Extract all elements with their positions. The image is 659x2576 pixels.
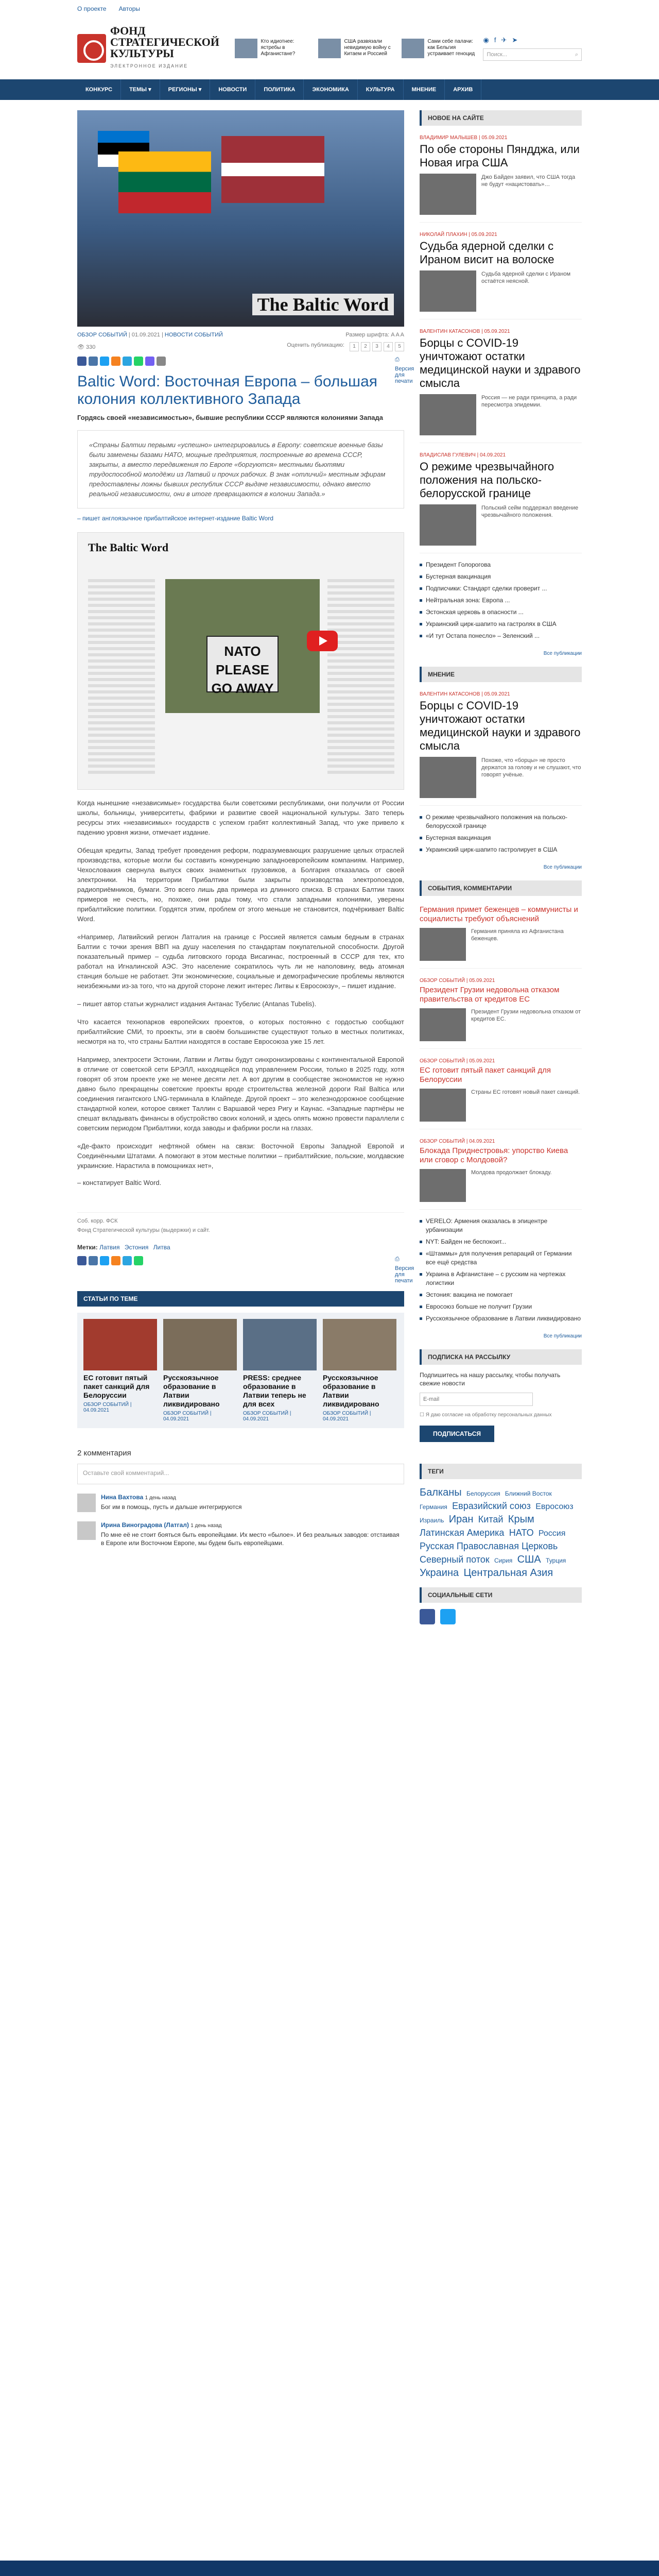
logo-line1: ФОНД <box>110 24 146 37</box>
story-thumbnail <box>420 1169 466 1202</box>
tag-link[interactable]: Русская Православная Церковь <box>420 1541 558 1551</box>
article-tags <box>77 1244 404 1251</box>
nav-item-opinion[interactable]: МНЕНИЕ <box>404 79 445 100</box>
tag-link[interactable]: Белоруссия <box>466 1490 500 1497</box>
teaser-thumbnail <box>235 39 257 58</box>
search-input[interactable] <box>483 48 582 61</box>
sidebar-story[interactable] <box>420 319 582 443</box>
article-date: 01.09.2021 <box>131 332 160 338</box>
related-title: PRESS: среднее образование в Латвии теперь не для всех <box>243 1374 306 1408</box>
comment-item <box>77 1521 404 1547</box>
comment-time: 1 день назад <box>190 1523 222 1529</box>
nav-item-culture[interactable]: КУЛЬТУРА <box>358 79 404 100</box>
list-item[interactable]: «И тут Остапа понесло» – Зеленский ... <box>420 632 582 640</box>
related-item[interactable] <box>323 1319 396 1422</box>
event-story[interactable] <box>420 1129 582 1210</box>
tag-link[interactable]: Сирия <box>494 1557 513 1564</box>
story-author: ОБЗОР СОБЫТИЙ | 04.09.2021 <box>420 1139 495 1144</box>
topbar <box>0 0 659 18</box>
social-icons <box>483 36 582 44</box>
subscribe-heading: ПОДПИСКА НА РАССЫЛКУ <box>420 1349 582 1365</box>
topbar-about-link[interactable]: О проекте <box>77 5 107 12</box>
tag-link[interactable]: Центральная Азия <box>463 1567 553 1579</box>
email-share-icon[interactable] <box>157 357 166 366</box>
vk-icon[interactable]: ◉ <box>483 36 489 44</box>
tag-link[interactable]: Украина <box>420 1567 459 1579</box>
author-source: Соб. корр. ФСК <box>77 1218 118 1224</box>
comment-author[interactable]: Нина Вахтова <box>101 1494 144 1501</box>
teaser-title: Сами себе палачи: как Бельгия устраивает геноцид <box>427 39 475 57</box>
list-item[interactable]: Украинский цирк-шапито на гастролях в США <box>420 620 582 629</box>
story-thumbnail <box>420 757 476 798</box>
site-logo[interactable] <box>77 25 235 72</box>
story-author: НИКОЛАЙ ПЛАХИН | 05.09.2021 <box>420 232 497 238</box>
story-title[interactable]: Борцы с COVID-19 уничтожают остатки медицинской науки и здравого смысла <box>420 336 581 389</box>
story-title[interactable]: Президент Грузии недовольна отказом правительства от кредитов ЕС <box>420 986 560 1004</box>
tag-link[interactable]: США <box>517 1554 541 1565</box>
print-label: Версия для печати <box>395 1265 414 1284</box>
teaser-title: Кто идиотнее: ястребы в Афганистане? <box>261 39 296 57</box>
nav-item-regions[interactable]: РЕГИОНЫ ▾ <box>160 79 211 100</box>
sidebar-story[interactable] <box>420 126 582 223</box>
opinion-story[interactable] <box>420 682 582 806</box>
related-item[interactable] <box>163 1319 237 1422</box>
related-item[interactable] <box>243 1319 317 1422</box>
teaser-thumbnail <box>402 39 424 58</box>
tag-link[interactable]: Иран <box>448 1514 474 1525</box>
social-links <box>420 1609 582 1624</box>
related-articles <box>77 1291 404 1428</box>
font-size-label: Размер шрифта: <box>345 332 390 338</box>
list-item[interactable]: Эстония: вакцина не помогает <box>420 1291 582 1299</box>
rating-button[interactable]: 4 <box>384 342 393 351</box>
source-note: Фонд Стратегической культуры (выдержки) и сайт. <box>77 1227 210 1233</box>
comment-item <box>77 1494 404 1512</box>
latvia-flag-image <box>221 136 324 203</box>
story-text: Джо Байден заявил, что США тогда не будут «нацистовать»… <box>481 174 576 188</box>
footer-nav <box>77 2561 582 2576</box>
tag-link[interactable]: Германия <box>420 1503 447 1511</box>
list-item[interactable]: Нейтральная зона: Европа ... <box>420 596 582 605</box>
twitter-icon[interactable]: ✈ <box>501 36 507 44</box>
comment-input[interactable]: Оставьте свой комментарий... <box>77 1464 404 1484</box>
list-item[interactable]: VERELO: Армения оказалась в эпицентре урбанизации <box>420 1217 582 1234</box>
logo-text <box>110 25 219 72</box>
events-list <box>420 1210 582 1333</box>
tags-heading: ТЕГИ <box>420 1464 582 1479</box>
header-search-area <box>483 36 582 61</box>
tag-link[interactable]: Израиль <box>420 1517 444 1524</box>
screenshot-brand: The Baltic Word <box>88 541 169 554</box>
teaser-item[interactable] <box>318 39 394 58</box>
story-text: Россия — не ради принципа, а ради пересмотра эпидемии. <box>481 395 577 408</box>
related-meta: ОБЗОР СОБЫТИЙ | 04.09.2021 <box>83 1402 132 1413</box>
story-thumbnail <box>420 928 466 961</box>
news-link[interactable]: НОВОСТИ СОБЫТИЙ <box>164 332 223 338</box>
list-item[interactable]: Евросоюз больше не получит Грузии <box>420 1302 582 1311</box>
list-item[interactable]: «Штаммы» для получения репараций от Германии все ещё средства <box>420 1249 582 1267</box>
story-text: Молдова продолжает блокаду. <box>471 1170 552 1176</box>
list-item[interactable]: Президент Голорогова <box>420 561 582 569</box>
related-grid <box>77 1313 404 1428</box>
nav-item-news[interactable]: НОВОСТИ <box>210 79 255 100</box>
twitter-icon[interactable] <box>440 1609 456 1624</box>
list-item[interactable]: NYT: Байден не беспокоит... <box>420 1238 582 1246</box>
tag-cloud <box>420 1479 582 1587</box>
play-icon[interactable] <box>307 631 338 651</box>
related-title: ЕС готовит пятый пакет санкций для Белоруссии <box>83 1374 150 1399</box>
list-item[interactable]: Русскоязычное образование в Латвии ликвидировано <box>420 1314 582 1323</box>
consent-checkbox[interactable] <box>420 1411 582 1419</box>
list-item[interactable]: Эстонская церковь в опасности ... <box>420 608 582 617</box>
comment-text: Бог им в помощь, пусть и дальше интегрируются <box>101 1503 242 1511</box>
topbar-authors-link[interactable]: Авторы <box>118 5 141 12</box>
vk-share-icon[interactable] <box>89 1256 98 1265</box>
sidebar-list <box>420 553 582 651</box>
story-author: ОБЗОР СОБЫТИЙ | 05.09.2021 <box>420 1058 495 1064</box>
opinion-list <box>420 806 582 865</box>
search-icon[interactable]: ⌕ <box>575 51 578 58</box>
site-footer <box>0 2561 659 2576</box>
tag-link[interactable]: Китай <box>478 1514 504 1524</box>
story-thumbnail <box>420 394 476 435</box>
story-text: Страны ЕС готовят новый пакет санкций. <box>471 1089 580 1095</box>
article-hero-image <box>77 110 404 327</box>
twitter-share-icon[interactable] <box>100 1256 109 1265</box>
tag-link[interactable]: Латвия <box>99 1244 120 1251</box>
rating-label: Оценить публикацию: <box>287 342 344 348</box>
event-story[interactable] <box>420 969 582 1049</box>
all-publications-link[interactable]: Все публикации <box>543 865 582 870</box>
ok-share-icon[interactable] <box>111 357 120 366</box>
avatar <box>77 1521 96 1540</box>
telegram-share-icon[interactable] <box>123 357 132 366</box>
site-header <box>0 18 659 79</box>
rating <box>287 342 404 351</box>
tag-link[interactable]: НАТО <box>509 1528 534 1538</box>
all-publications-link[interactable]: Все публикации <box>543 1333 582 1339</box>
print-icon: ⎙ <box>395 1256 400 1262</box>
related-thumbnail <box>83 1319 157 1370</box>
subscribe-text: Подпишитесь на нашу рассылку, чтобы получать свежие новости <box>420 1371 561 1387</box>
facebook-share-icon[interactable] <box>77 1256 86 1265</box>
logo-mark-icon <box>77 34 106 63</box>
logo-line3: КУЛЬТУРЫ <box>110 47 174 60</box>
category-link[interactable]: ОБЗОР СОБЫТИЙ <box>77 332 127 338</box>
related-meta: ОБЗОР СОБЫТИЙ | 04.09.2021 <box>323 1411 371 1422</box>
protest-sign: NATO PLEASE GO AWAY <box>206 636 279 692</box>
article-quote: «Страны Балтии первыми «успешно» интегрировались в Европу: советские военные базы были заменены базами НАТО, мощные предприятия, построенные во времена СССР, закрыты, а вместо передвижения по Европе «боргуются» местными бьютями трудоспособной молодёжи из Латвий и прочих рабочих. В знак «отличий» местным эфирам предоставлены ложны бывших республик СССР выдаче независимости, однако вместо реальной независимости, они в итоге превращаются в колонии Запада.» <box>77 430 404 509</box>
story-text: Похоже, что «борцы» не просто держатся за голову и не слушают, что говорят учёные. <box>481 757 581 778</box>
story-author: ОБЗОР СОБЫТИЙ | 05.09.2021 <box>420 978 495 984</box>
header-teasers <box>235 39 478 58</box>
comments-section <box>77 1449 404 1547</box>
share-bar-bottom <box>77 1256 414 1284</box>
rating-button[interactable]: 5 <box>395 342 404 351</box>
related-meta: ОБЗОР СОБЫТИЙ | 04.09.2021 <box>243 1411 291 1422</box>
list-item[interactable]: Бустерная вакцинация <box>420 572 582 581</box>
print-version-link[interactable] <box>395 357 414 384</box>
facebook-share-icon[interactable] <box>77 357 86 366</box>
tag-link[interactable]: Латинская Америка <box>420 1528 505 1538</box>
story-title[interactable]: Борцы с COVID-19 уничтожают остатки медицинской науки и здравого смысла <box>420 699 581 752</box>
font-size-buttons[interactable]: A A A <box>391 332 404 338</box>
story-thumbnail <box>420 1089 466 1122</box>
sidebar-story[interactable] <box>420 223 582 319</box>
screenshot-column <box>327 579 394 775</box>
subscribe-form <box>420 1365 582 1448</box>
comment-text: По мне её не стоит бояться быть европейцами. Их место «былое». И без реальных заводов: отстаивая в Европе или Восточном Европе, мы будем быть европейцами. <box>101 1531 400 1547</box>
story-title[interactable]: О режиме чрезвычайного положения на польско-белорусской границе <box>420 460 554 500</box>
story-author: ВЛАДИСЛАВ ГУЛЕВИЧ | 04.09.2021 <box>420 452 506 458</box>
related-item[interactable] <box>83 1319 157 1422</box>
list-item[interactable]: Бустерная вакцинация <box>420 834 582 842</box>
eye-icon: 👁 <box>77 344 84 350</box>
article-title: Baltic Word: Восточная Европа – большая колония коллективного Запада <box>77 373 378 408</box>
print-label: Версия для печати <box>395 366 414 384</box>
sidebar-story[interactable] <box>420 443 582 553</box>
events-heading: СОБЫТИЯ, КОММЕНТАРИИ <box>420 880 582 896</box>
list-item[interactable]: Украинский цирк-шапито гастролирует в США <box>420 845 582 854</box>
story-thumbnail <box>420 174 476 215</box>
teaser-title: США развязали невидимую войну с Китаем и Россией <box>344 39 391 57</box>
story-thumbnail <box>420 270 476 312</box>
rating-button[interactable]: 2 <box>361 342 370 351</box>
article-screenshot-image <box>77 532 404 790</box>
nav-item-politics[interactable]: ПОЛИТИКА <box>255 79 304 100</box>
tags-label: Метки: <box>77 1244 98 1251</box>
story-title[interactable]: ЕС готовит пятый пакет санкций для Белоруссии <box>420 1066 551 1084</box>
facebook-icon[interactable] <box>420 1609 435 1624</box>
search-placeholder: Поиск... <box>487 52 508 58</box>
related-thumbnail <box>323 1319 396 1370</box>
telegram-icon[interactable]: ➤ <box>512 36 518 44</box>
story-author: ВЛАДИМИР МАЛЫШЕВ | 05.09.2021 <box>420 135 508 141</box>
story-text: Польский сейм поддержал введение чрезвычайного положения. <box>481 505 579 518</box>
tag-link[interactable]: Евросоюз <box>535 1502 574 1511</box>
vk-share-icon[interactable] <box>89 357 98 366</box>
consent-label: Я даю согласие на обработку персональных данных <box>425 1412 552 1418</box>
comment-author[interactable]: Ирина Виноградова (Латгал) <box>101 1521 189 1529</box>
nav-item-contest[interactable]: КОНКУРС <box>77 79 121 100</box>
rating-button[interactable]: 1 <box>350 342 359 351</box>
hero-brand-text: The Baltic Word <box>252 294 394 315</box>
article-paragraph: – пишет автор статьи журналист издания Антанас Тубелис (Antanas Tubelis). <box>77 1000 317 1008</box>
tag-link[interactable]: Турция <box>546 1557 566 1564</box>
story-author: ВАЛЕНТИН КАТАСОНОВ | 05.09.2021 <box>420 329 510 334</box>
social-heading: СОЦИАЛЬНЫЕ СЕТИ <box>420 1587 582 1603</box>
story-text: Германия приняла из Афганистана беженцев. <box>471 928 564 942</box>
story-thumbnail <box>420 1008 466 1041</box>
rating-button[interactable]: 3 <box>372 342 381 351</box>
story-thumbnail <box>420 504 476 546</box>
tag-link[interactable]: Россия <box>538 1529 566 1538</box>
story-title[interactable]: По обе стороны Пяндджа, или Новая игра США <box>420 143 580 169</box>
related-heading: СТАТЬИ ПО ТЕМЕ <box>77 1291 404 1307</box>
teaser-item[interactable] <box>402 39 478 58</box>
sidebar <box>420 110 582 1624</box>
article-content <box>77 110 414 1624</box>
teaser-item[interactable] <box>235 39 311 58</box>
opinion-heading: МНЕНИЕ <box>420 667 582 682</box>
tag-link[interactable]: Балканы <box>420 1487 462 1498</box>
story-text: Судьба ядерной сделки с Ираном остаётся неясной. <box>481 271 571 284</box>
whatsapp-share-icon[interactable] <box>134 1256 143 1265</box>
article-paragraph: «Де-факто происходит нефтяной обмен на связи: Восточной Европы Западной Европой и Соединёнными Штатами. А помогают в этом местные политики – прибалтийские, польские, молдавские украинские. Нарастила в помощниках нет», <box>77 1142 404 1170</box>
subscribe-button[interactable]: ПОДПИСАТЬСЯ <box>420 1426 494 1442</box>
logo-line2: СТРАТЕГИЧЕСКОЙ <box>110 36 219 48</box>
checkbox-icon[interactable]: ☐ <box>420 1412 426 1418</box>
tag-link[interactable]: Ближний Восток <box>505 1490 552 1497</box>
facebook-icon[interactable]: f <box>494 36 496 44</box>
comment-time: 1 день назад <box>145 1495 176 1501</box>
list-item[interactable]: Украина в Афганистане – с русским на чертежах логистики <box>420 1270 582 1287</box>
list-item[interactable]: О режиме чрезвычайного положения на польско-белорусской границе <box>420 813 582 831</box>
article-paragraph: Обещая кредиты, Запад требует проведения реформ, подразумевающих разрушение целых отраслей производства, которые могли бы составить конкуренцию западноевропейским компаниям. Например, Чехословакия свернула выпуск своих знаменитых грузовиков, а Болгария отказалась от своей электроники. На территории Прибалтики были закрыты производства электропоездов, радиоприёмников, бумаги. Это всего лишь два примера из длинного списка. В странах Балтии таких примеров не счесть, но, похоже, они рады тому, что стали западными колониями, уверены прибалтийские политики. Гордятся этим, проблем от этого меньше не становится, подчёркивает Baltic Word. <box>77 846 404 923</box>
nav-item-economy[interactable]: ЭКОНОМИКА <box>304 79 357 100</box>
related-title: Русскоязычное образование в Латвии ликвидировано <box>323 1374 379 1408</box>
tag-link[interactable]: Эстония <box>124 1244 149 1251</box>
event-story[interactable] <box>420 896 582 969</box>
article-paragraph: Что касается технопарков европейских проектов, о которых постоянно с гордостью сообщают прибалтийские СМИ, то проекты, эти в своём большинстве существуют только в местных политиках, несмотря на то, что страны Балтии находятся в составе Евросоюза уже 15 лет. <box>77 1018 404 1045</box>
email-field[interactable] <box>420 1393 533 1406</box>
related-thumbnail <box>163 1319 237 1370</box>
event-story[interactable] <box>420 1049 582 1129</box>
view-count: 330 <box>86 344 96 350</box>
main-nav <box>0 79 659 100</box>
story-title[interactable]: Германия примет беженцев – коммунисты и социалисты требуют объяснений <box>420 905 578 923</box>
article-source: – пишет англоязычное прибалтийское интернет-издание Baltic Word <box>77 515 273 522</box>
story-text: Президент Грузии недовольна отказом от кредитов ЕС. <box>471 1009 581 1022</box>
related-meta: ОБЗОР СОБЫТИЙ | 04.09.2021 <box>163 1411 212 1422</box>
story-title[interactable]: Блокада Приднестровья: упорство Киева или сговор с Молдовой? <box>420 1146 568 1164</box>
print-icon: ⎙ <box>395 357 400 363</box>
related-thumbnail <box>243 1319 317 1370</box>
share-bar <box>77 357 414 384</box>
list-item[interactable]: Подписчики: Стандарт сделки проверит ... <box>420 584 582 593</box>
whatsapp-share-icon[interactable] <box>134 357 143 366</box>
avatar <box>77 1494 96 1512</box>
screenshot-column <box>88 579 155 775</box>
teaser-thumbnail <box>318 39 341 58</box>
article-paragraph: – констатирует Baltic Word. <box>77 1179 162 1187</box>
story-author: ВАЛЕНТИН КАТАСОНОВ | 05.09.2021 <box>420 691 510 697</box>
article-meta-2 <box>77 342 404 351</box>
article-author-source <box>77 1212 404 1233</box>
ok-share-icon[interactable] <box>111 1256 120 1265</box>
telegram-share-icon[interactable] <box>123 1256 132 1265</box>
comments-count: 2 комментария <box>77 1449 131 1458</box>
sidebar-new-heading: НОВОЕ НА САЙТЕ <box>420 110 582 126</box>
logo-subtitle: ЭЛЕКТРОННОЕ ИЗДАНИЕ <box>110 63 188 69</box>
nav-item-topics[interactable]: ТЕМЫ ▾ <box>121 79 160 100</box>
article-meta: ОБЗОР СОБЫТИЙ | 01.09.2021 | НОВОСТИ СОБЫТИЙ Размер шрифта: A A A <box>77 332 404 338</box>
tag-link[interactable]: Крым <box>508 1514 534 1525</box>
twitter-share-icon[interactable] <box>100 357 109 366</box>
tag-link[interactable]: Литва <box>153 1244 170 1251</box>
article-lead: Гордясь своей «независимостью», бывшие республики СССР являются колониями Запада <box>77 414 384 421</box>
story-title[interactable]: Судьба ядерной сделки с Ираном висит на волоске <box>420 240 554 266</box>
article-paragraph: Когда нынешние «независимые» государства были советскими республиками, они получили от России школы, больницы, университеты, фабрики и развитие своей национальной культуры. Зато теперь ресурсы этих «независимых» государств с успехом грабят коллективный Запад, что уже привело к падению уровня жизни, отмечает издание. <box>77 799 404 836</box>
article-paragraph: Например, электросети Эстонии, Латвии и Литвы будут синхронизированы с континентальной Европой в отличие от советской сети БРЭЛЛ, находящейся под управлением России, только в 2025 году, хотя говорят об этом проекте уже не менее десяти лет. А вот другим в сообществе экономистов не нужно давно было прекращены советские проекты вроде строительства железной дороги Rail Baltica или соединения гигантского LNG-терминала в Клайпеде. Другой проект – это железнодорожное сообщение стандартной колеи, которое свяжет Таллин с Варшавой через Ригу и Каунас. «Западные партнёры не спешат вкладывать финансы в обустройство своих колоний, и здесь опять можно провести параллели с советским периодом Прибалтики, когда заводы и фабрики росли на глазах. <box>77 1056 404 1132</box>
tag-link[interactable]: Северный поток <box>420 1554 490 1565</box>
tag-link[interactable]: Евразийский союз <box>452 1501 531 1511</box>
all-publications-link[interactable]: Все публикации <box>543 651 582 656</box>
article-paragraph: «Например, Латвийский регион Латгалия на границе с Россией является самым бедным в странах Балтии с точки зрения ВВП на душу населения по стандартам покупательной способности. Другой показательный пример – судьба литовского города Висагинас, построенный в СССР для тех, кто работал на Игналинской АЭС. Это население сократилось чуть ли не наполовину, ведь атомная станция больше не работает. Эти экономические, социальные и демографические проблемы являются неизбежными из-за того, что на другой стороне лежит интерес Литвы к Евросоюзу», – пишет издание. <box>77 933 404 990</box>
related-title: Русскоязычное образование в Латвии ликвидировано <box>163 1374 220 1408</box>
viber-share-icon[interactable] <box>145 357 154 366</box>
nav-item-archive[interactable]: АРХИВ <box>445 79 481 100</box>
print-version-link[interactable] <box>395 1256 414 1284</box>
lithuania-flag-image <box>118 151 211 213</box>
